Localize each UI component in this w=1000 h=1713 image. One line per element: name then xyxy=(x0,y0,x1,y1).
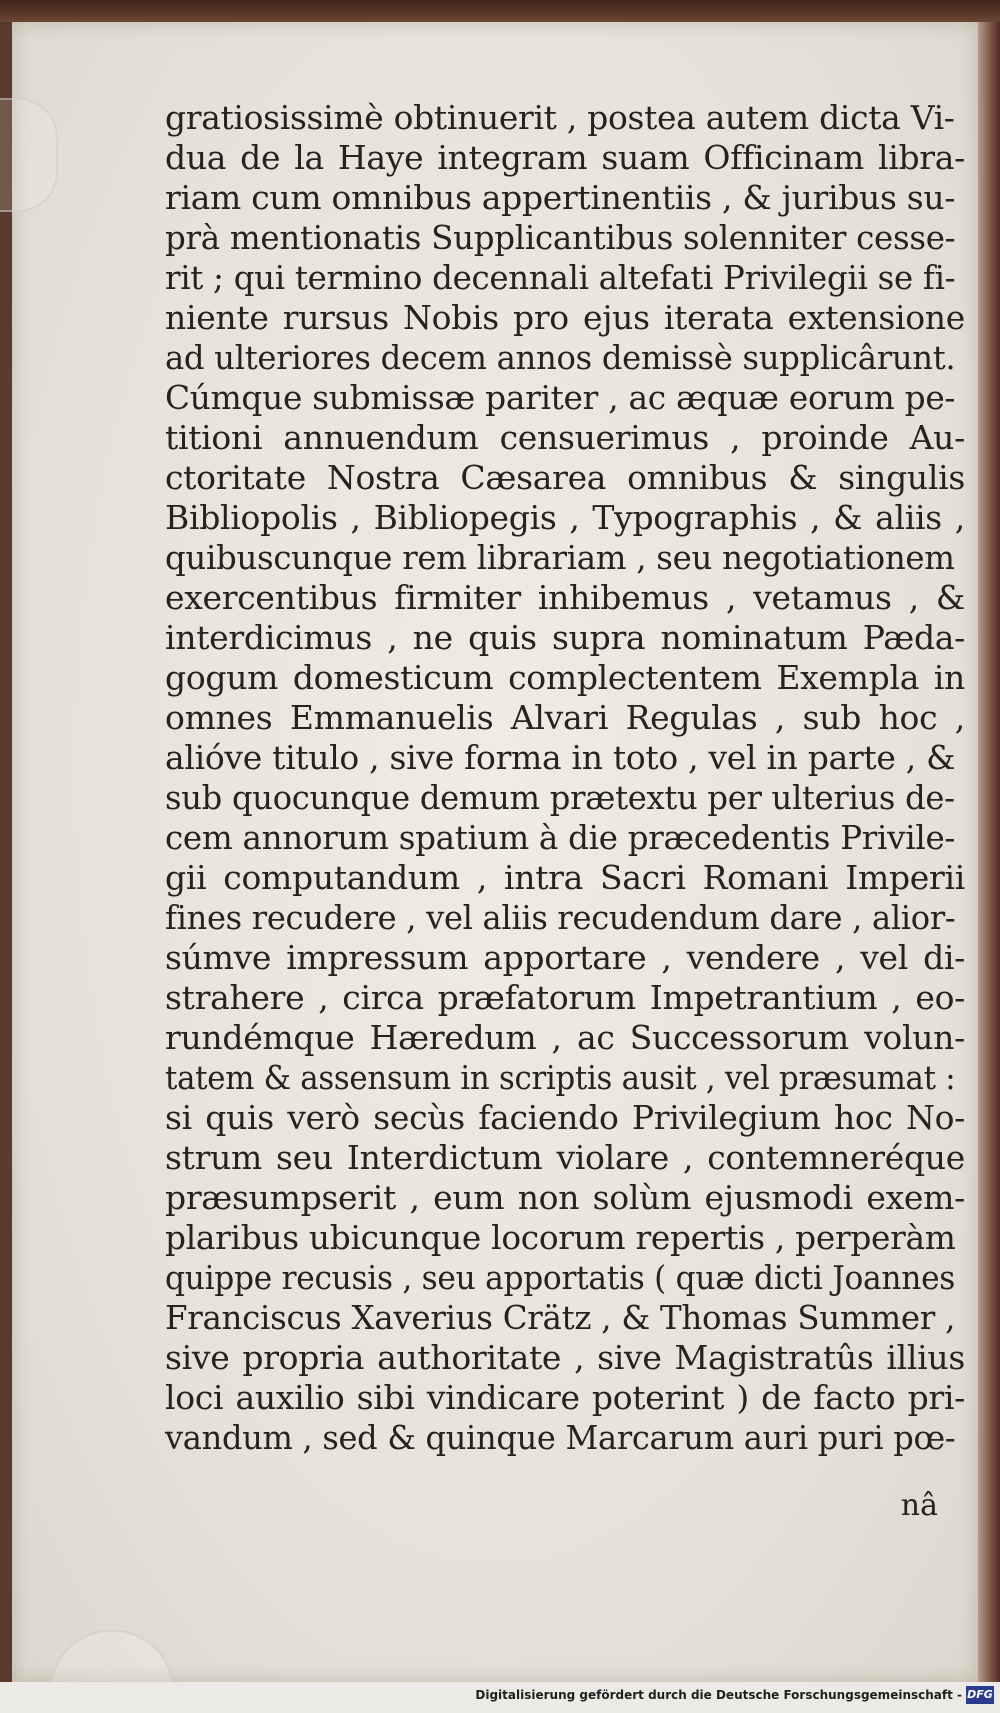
text-line: quippe recusis , seu apportatis ( quæ dicti Joannes xyxy=(165,1258,956,1297)
text-line: alióve titulo , sive forma in toto , vel in parte , & xyxy=(165,738,956,777)
catchword: nâ xyxy=(900,1488,938,1523)
text-line: rit ; qui termino decennali altefati Privilegii se fi- xyxy=(165,258,956,297)
text-line: titioni annuendum censuerimus , proinde Au- xyxy=(165,418,965,457)
text-line: cem annorum spatium à die præcedentis Privile- xyxy=(165,818,956,857)
text-line: Cúmque submissæ pariter , ac æquæ eorum pe- xyxy=(165,378,956,417)
text-line: sive propria authoritate , sive Magistratûs illius xyxy=(165,1338,965,1377)
text-line: fines recudere , vel aliis recudendum dare , alior- xyxy=(165,898,956,937)
text-line: præsumpserit , eum non solùm ejusmodi exem- xyxy=(165,1178,965,1217)
text-line: strum seu Interdictum violare , contemneréque xyxy=(165,1138,965,1177)
footer-bar xyxy=(0,1682,1000,1713)
text-line: dua de la Haye integram suam Officinam libra- xyxy=(165,138,965,177)
body-text xyxy=(165,98,965,1458)
text-line: gogum domesticum complectentem Exempla in xyxy=(165,658,965,697)
text-line: loci auxilio sibi vindicare poterint ) de facto pri- xyxy=(165,1378,965,1417)
text-line: Franciscus Xaverius Crätz , & Thomas Summer , xyxy=(165,1298,956,1337)
text-line: exercentibus firmiter inhibemus , vetamus , & xyxy=(165,578,965,617)
text-line: Bibliopolis , Bibliopegis , Typographis , & aliis , xyxy=(165,498,965,537)
page-clip-top xyxy=(0,98,58,212)
dfg-logo-icon: DFG xyxy=(966,1686,994,1704)
text-line: omnes Emmanuelis Alvari Regulas , sub hoc , xyxy=(165,698,965,737)
text-line: interdicimus , ne quis supra nominatum Pæda- xyxy=(165,618,965,657)
page-fore-edge xyxy=(978,22,1000,1682)
text-line: gii computandum , intra Sacri Romani Imperii xyxy=(165,858,965,897)
text-line: súmve impressum apportare , vendere , vel di- xyxy=(165,938,965,977)
text-line: plaribus ubicunque locorum repertis , perperàm xyxy=(165,1218,956,1257)
text-line: rundémque Hæredum , ac Successorum volun- xyxy=(165,1018,965,1057)
text-line: ctoritate Nostra Cæsarea omnibus & singulis xyxy=(165,458,965,497)
text-line: niente rursus Nobis pro ejus iterata extensione xyxy=(165,298,965,337)
text-line: ad ulteriores decem annos demissè supplicârunt. xyxy=(165,338,956,377)
text-line: si quis verò secùs faciendo Privilegium hoc No- xyxy=(165,1098,965,1137)
funding-credit: Digitalisierung gefördert durch die Deutsche Forschungsgemeinschaft - xyxy=(475,1688,962,1702)
text-line: quibuscunque rem librariam , seu negotiationem xyxy=(165,538,955,577)
text-line: gratiosissimè obtinuerit , postea autem dicta Vi- xyxy=(165,98,955,137)
text-line: tatem & assensum in scriptis ausit , vel præsumat : xyxy=(165,1058,956,1097)
text-line: strahere , circa præfatorum Impetrantium , eo- xyxy=(165,978,965,1017)
text-line: prà mentionatis Supplicantibus solenniter cesse- xyxy=(165,218,956,257)
text-line: sub quocunque demum prætextu per ulterius de- xyxy=(165,778,955,817)
text-line: vandum , sed & quinque Marcarum auri puri pœ- xyxy=(165,1418,956,1457)
scan-top-edge xyxy=(0,0,1000,22)
text-line: riam cum omnibus appertinentiis , & juribus su- xyxy=(165,178,956,217)
